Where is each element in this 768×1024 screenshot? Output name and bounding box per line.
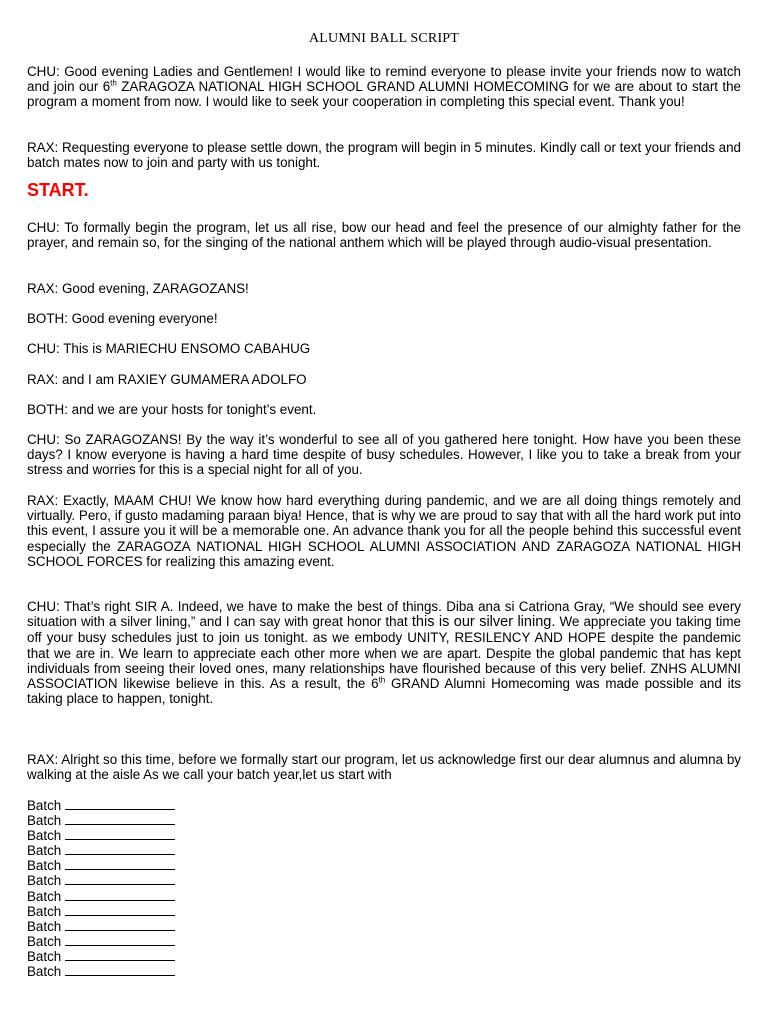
paragraph-chu-zaragozans: CHU: So ZARAGOZANS! By the way it’s wonderful to see all of you gathered here tonight. How have you been these days? I know everyone is having a hard time despite of busy schedules. However, I like you to take a break from your stress and worries for this is a special night for all of you. (27, 432, 741, 478)
paragraph-rax-settle: RAX: Requesting everyone to please settle down, the program will begin in 5 minutes. Kindly call or text your friends and batch mates now to join and party with us tonight. (27, 140, 741, 171)
batch-line: Batch (27, 889, 175, 904)
batch-line: Batch (27, 919, 175, 934)
paragraph-rax-greeting: RAX: Good evening, ZARAGOZANS! (27, 281, 249, 296)
paragraph-rax-intro: RAX: and I am RAXIEY GUMAMERA ADOLFO (27, 372, 307, 387)
start-heading: START. (27, 180, 89, 200)
paragraph-chu-intro: CHU: This is MARIECHU ENSOMO CABAHUG (27, 341, 311, 356)
paragraph-rax-pandemic: RAX: Exactly, MAAM CHU! We know how hard everything during pandemic, and we are all doing things remotely and virtually. Pero, if gusto madaming paraan biya! Hence, that is why we are proud to say that with all the hard work put into this event, I assure you it will be a memorable one. An advance thank you for all the people behind this successful event especially the ZARAGOZA NATIONAL HIGH SCHOOL ALUMNI ASSOCIATION AND ZARAGOZA NATIONAL HIGH SCHOOL FORCES for realizing this amazing event. (27, 493, 741, 569)
paragraph-chu-prayer: CHU: To formally begin the program, let us all rise, bow our head and feel the presence of our almighty father for the prayer, and remain so, for the singing of the national anthem which will be played through audio-visual presentation. (27, 220, 741, 251)
batch-line: Batch (27, 798, 175, 813)
batch-line: Batch (27, 964, 175, 979)
batch-line: Batch (27, 904, 175, 919)
batch-line: Batch (27, 949, 175, 964)
paragraph-chu-silver-lining: CHU: That’s right SIR A. Indeed, we have to make the best of things. Diba ana si Catriona Gray, “We should see every situation with a silver lining,” and I can say with great honor that this is our silver lining. We appreciate you taking time off your busy schedules just to join us tonight. as we embody UNITY, RESILENCY AND HOPE despite the pandemic that we are in. We learn to appreciate each other more when we are apart. Despite the global pandemic that has kept individuals from seeing their loved ones, many relationships have flourished because of this very belief. ZNHS ALUMNI ASSOCIATION likewise believe in this. As a result, the 6th GRAND Alumni Homecoming was made possible and its taking place to happen, tonight. (27, 599, 741, 707)
paragraph-both-hosts: BOTH: and we are your hosts for tonight’s event. (27, 402, 317, 417)
batch-line: Batch (27, 873, 175, 888)
batch-line: Batch (27, 843, 175, 858)
batch-line: Batch (27, 858, 175, 873)
document-title: ALUMNI BALL SCRIPT (308, 31, 460, 46)
paragraph-rax-batch-call: RAX: Alright so this time, before we formally start our program, let us acknowledge first our dear alumnus and alumna by walking at the aisle As we call your batch year,let us start with (27, 752, 741, 783)
batch-line: Batch (27, 828, 175, 843)
paragraph-both-greeting: BOTH: Good evening everyone! (27, 311, 218, 326)
batch-list (27, 798, 175, 979)
paragraph-chu-welcome: CHU: Good evening Ladies and Gentlemen! I would like to remind everyone to please invite your friends now to watch and join our 6th ZARAGOZA NATIONAL HIGH SCHOOL GRAND ALUMNI HOMECOMING for we are about to start the program a moment from now. I would like to seek your cooperation in completing this special event. Thank you! (27, 64, 741, 110)
batch-line: Batch (27, 813, 175, 828)
batch-line: Batch (27, 934, 175, 949)
